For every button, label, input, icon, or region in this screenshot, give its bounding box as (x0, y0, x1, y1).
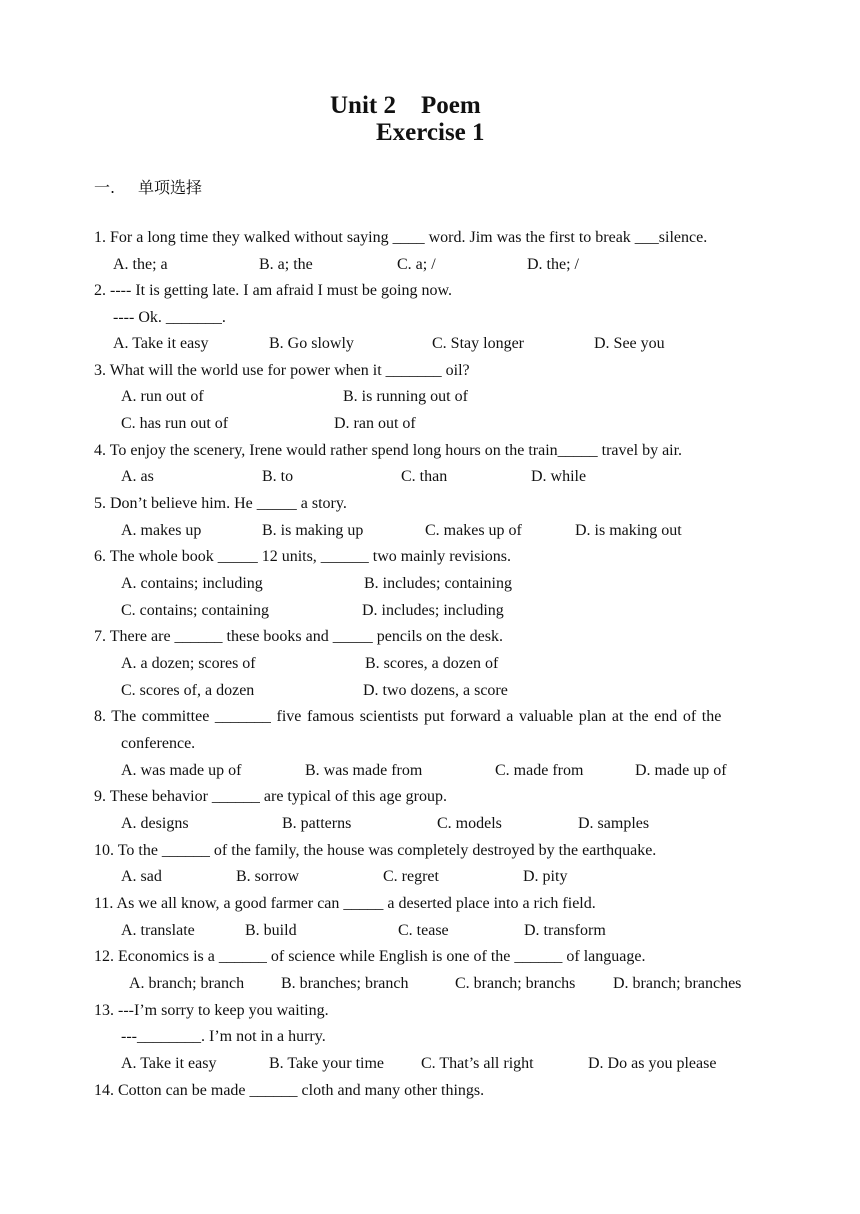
question-stem: 2. ---- It is getting late. I am afraid I must be going now. (94, 282, 452, 299)
question-stem: 12. Economics is a ______ of science while English is one of the ______ of language. (94, 948, 646, 965)
option-d: D. branch; branches (613, 975, 742, 992)
option-c: C. than (401, 468, 448, 485)
option-c: C. regret (383, 868, 439, 885)
option-d: D. Do as you please (588, 1055, 717, 1072)
option-d: D. pity (523, 868, 568, 885)
question-stem-continued: ---- Ok. _______. (113, 309, 226, 326)
option-a: A. Take it easy (113, 335, 209, 352)
option-a: A. contains; including (121, 575, 263, 592)
option-d: D. samples (578, 815, 650, 832)
option-b: B. includes; containing (364, 575, 512, 592)
option-b: B. build (245, 922, 297, 939)
option-d: D. See you (594, 335, 665, 352)
option-c: C. a; / (397, 256, 436, 273)
option-a: A. was made up of (121, 762, 242, 779)
section-title: 单项选择 (138, 178, 203, 197)
option-d: D. ran out of (334, 415, 416, 432)
option-a: A. run out of (121, 388, 204, 405)
option-b: B. scores, a dozen of (365, 655, 499, 672)
option-c: C. branch; branchs (455, 975, 576, 992)
option-a: A. a dozen; scores of (121, 655, 256, 672)
question-stem: 5. Don’t believe him. He _____ a story. (94, 495, 347, 512)
option-a: A. designs (121, 815, 189, 832)
section-heading (94, 175, 202, 198)
question-stem: 6. The whole book _____ 12 units, ______ two mainly revisions. (94, 548, 512, 565)
option-b: B. patterns (282, 815, 352, 832)
option-c: C. made from (495, 762, 584, 779)
option-a: A. Take it easy (121, 1055, 217, 1072)
option-c: C. makes up of (425, 522, 522, 539)
option-c: C. models (437, 815, 502, 832)
question-stem: 8. The committee _______ five famous scientists put forward a valuable plan at the end of the (94, 708, 722, 725)
option-d: D. two dozens, a score (363, 682, 508, 699)
question-stem-continued: ---________. I’m not in a hurry. (121, 1028, 326, 1045)
option-d: D. made up of (635, 762, 727, 779)
question-stem: 9. These behavior ______ are typical of this age group. (94, 788, 447, 805)
option-b: B. Take your time (269, 1055, 385, 1072)
option-d: D. while (531, 468, 587, 485)
option-c: C. contains; containing (121, 602, 269, 619)
option-a: A. the; a (113, 256, 168, 273)
exercise-title: Exercise 1 (376, 119, 485, 146)
option-d: D. includes; including (362, 602, 504, 619)
option-a: A. sad (121, 868, 162, 885)
question-stem-continued: conference. (121, 735, 196, 752)
option-b: B. Go slowly (269, 335, 354, 352)
option-c: C. That’s all right (421, 1055, 534, 1072)
option-a: A. as (121, 468, 154, 485)
question-stem: 11. As we all know, a good farmer can _____ a deserted place into a rich field. (94, 895, 596, 912)
option-b: B. branches; branch (281, 975, 409, 992)
unit-title: Unit 2 Poem (330, 92, 481, 119)
option-c: C. has run out of (121, 415, 229, 432)
question-stem: 14. Cotton can be made ______ cloth and many other things. (94, 1082, 485, 1099)
question-stem: 10. To the ______ of the family, the house was completely destroyed by the earthquake. (94, 842, 657, 859)
option-b: B. sorrow (236, 868, 300, 885)
option-b: B. was made from (305, 762, 423, 779)
option-d: D. is making out (575, 522, 682, 539)
question-stem: 1. For a long time they walked without saying ____ word. Jim was the first to break ___silence. (94, 229, 708, 246)
option-d: D. transform (524, 922, 606, 939)
option-a: A. translate (121, 922, 195, 939)
option-a: A. branch; branch (129, 975, 245, 992)
option-a: A. makes up (121, 522, 202, 539)
question-stem: 3. What will the world use for power when it _______ oil? (94, 362, 470, 379)
option-b: B. a; the (259, 256, 313, 273)
option-d: D. the; / (527, 256, 579, 273)
option-c: C. scores of, a dozen (121, 682, 255, 699)
section-number: 一. (94, 178, 116, 197)
option-c: C. tease (398, 922, 449, 939)
question-stem: 13. ---I’m sorry to keep you waiting. (94, 1002, 329, 1019)
option-b: B. is making up (262, 522, 364, 539)
option-b: B. to (262, 468, 294, 485)
question-stem: 4. To enjoy the scenery, Irene would rather spend long hours on the train_____ travel by air. (94, 442, 683, 459)
question-stem: 7. There are ______ these books and _____ pencils on the desk. (94, 628, 503, 645)
option-c: C. Stay longer (432, 335, 524, 352)
option-b: B. is running out of (343, 388, 468, 405)
